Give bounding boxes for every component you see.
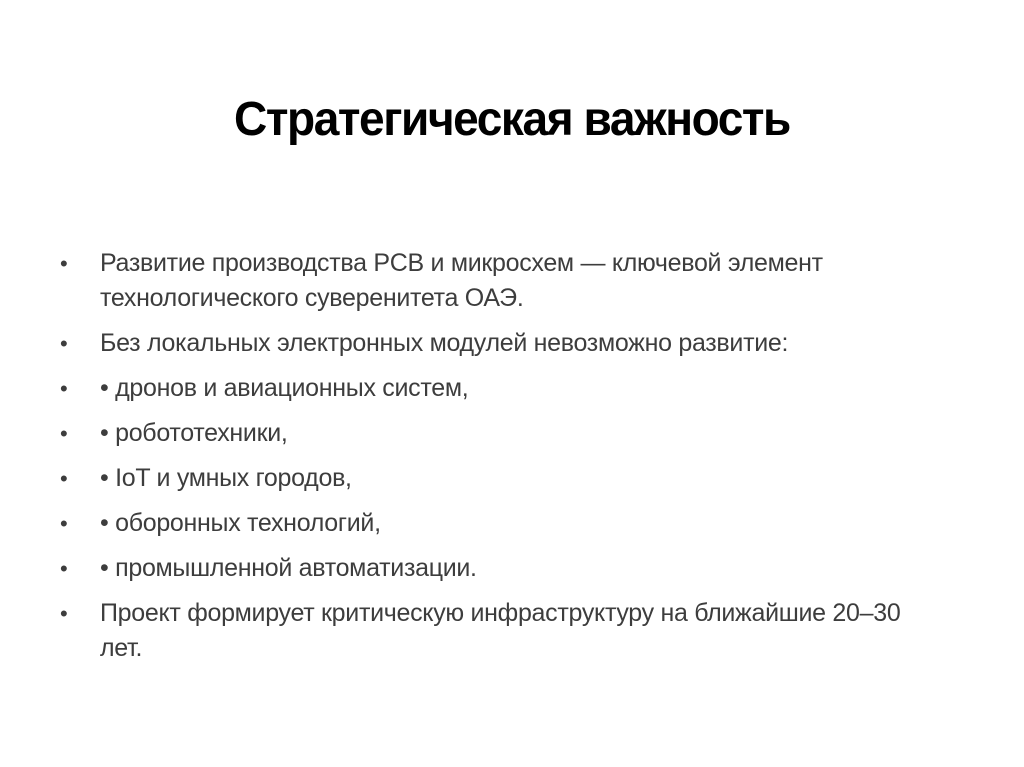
list-item (58, 246, 948, 316)
list-item (58, 461, 948, 496)
bullet-icon: • (60, 511, 68, 536)
list-item-text: • оборонных технологий, (100, 509, 381, 537)
list-item (58, 506, 948, 541)
list-item-text: • робототехники, (100, 419, 288, 447)
bullet-icon: • (60, 421, 68, 446)
list-item (58, 371, 948, 406)
list-item-text: • дронов и авиационных систем, (100, 374, 469, 402)
bullet-icon: • (60, 331, 68, 356)
bullet-icon: • (60, 466, 68, 491)
bullet-icon: • (60, 556, 68, 581)
list-item (58, 551, 948, 586)
slide-title: Стратегическая важность (234, 93, 790, 147)
bullet-icon: • (60, 376, 68, 401)
list-item (58, 326, 948, 361)
bullet-list (58, 246, 948, 676)
list-item-text: Развитие производства PCB и микросхем — ключевой элемент технологического суверенитета ОАЭ. (100, 249, 823, 312)
list-item (58, 596, 948, 666)
bullet-icon: • (60, 601, 68, 626)
list-item-text: Без локальных электронных модулей невозможно развитие: (100, 329, 789, 357)
list-item-text: • IoT и умных городов, (100, 464, 352, 492)
list-item-text: • промышленной автоматизации. (100, 554, 477, 582)
list-item (58, 416, 948, 451)
list-item-text: Проект формирует критическую инфраструктуру на ближайшие 20–30 лет. (100, 599, 901, 662)
bullet-icon: • (60, 251, 68, 276)
